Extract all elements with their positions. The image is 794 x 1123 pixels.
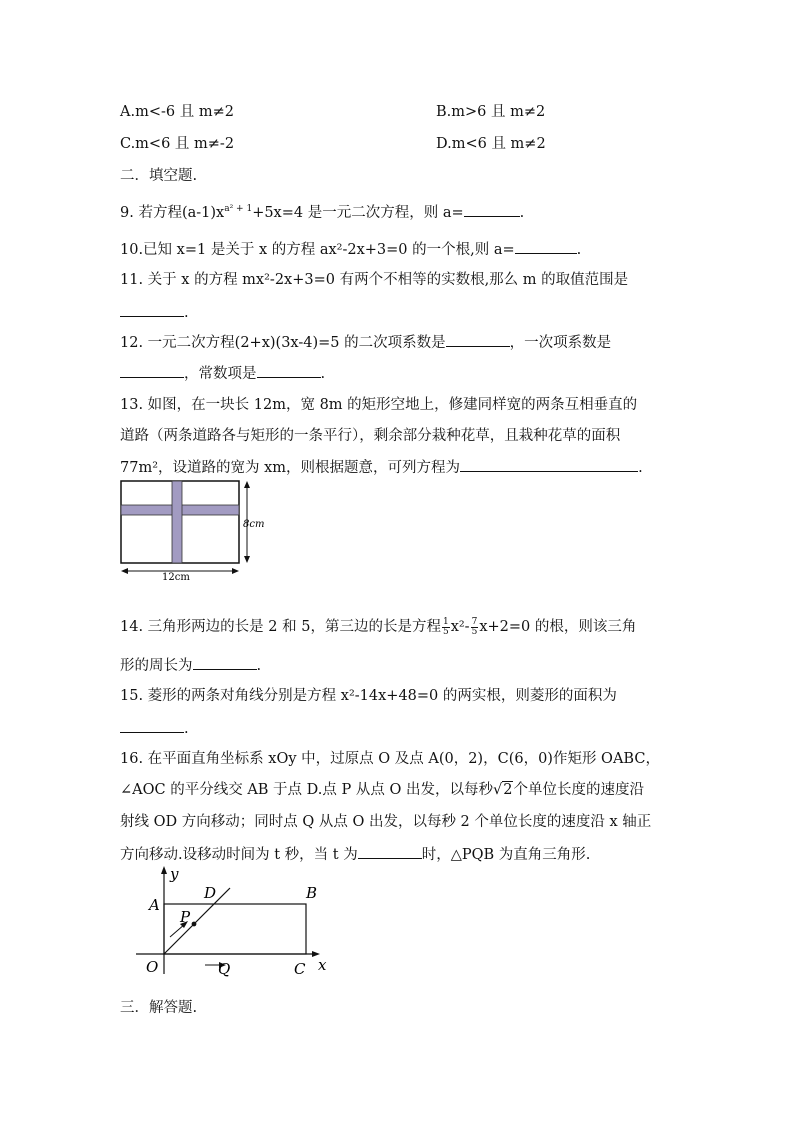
- question-14-line-2: 形的周长为 .: [120, 654, 261, 676]
- question-14: 14. 三角形两边的长是 2 和 5，第三边的长是方程 $\frac{1}{5}$ x²- $\frac{7}{5}$ x+2=0 的根，则该三角: [120, 616, 637, 637]
- exponent: a² + 1: [224, 204, 253, 215]
- answer-blank: [193, 654, 257, 670]
- choice-d: D.m<6 且 m≠2: [436, 136, 546, 152]
- question-9: 9. 若方程$(a-1)x^{a^2 + 1}+5x=4$ 是一元二次方程，则 a= .: [120, 201, 524, 223]
- vertical-road: [172, 481, 182, 563]
- question-16-line-3: 射线 OD 方向移动；同时点 Q 从点 O 出发，以每秒 2 个单位长度的速度沿 x 轴正: [120, 814, 652, 830]
- answer-blank: [464, 201, 520, 217]
- question-12: 12. 一元二次方程(2+x)(3x-4)=5 的二次项系数是 ，一次项系数是: [120, 331, 611, 353]
- arrow-down: [244, 556, 250, 563]
- label-a: A: [149, 896, 160, 914]
- question-12-line-2: ，常数项是 .: [120, 362, 325, 384]
- question-15-blank-line: .: [120, 717, 189, 739]
- choice-b: B.m>6 且 m≠2: [436, 104, 546, 120]
- label-x: x: [318, 956, 327, 974]
- answer-blank: [120, 301, 184, 317]
- answer-blank: [120, 362, 184, 378]
- question-13-line-3: 77m²，设道路的宽为 xm，则根据题意，可列方程为 .: [120, 456, 643, 478]
- section-2-title: 二．填空题.: [120, 168, 198, 184]
- question-16-line-2: ∠AOC 的平分线交 AB 于点 D.点 P 从点 O 出发，以每秒√2个单位长度的速度沿: [120, 782, 644, 798]
- label-y: y: [170, 865, 179, 883]
- label-d: D: [204, 884, 217, 902]
- y-axis-arrow: [161, 866, 167, 874]
- label-b: B: [306, 884, 318, 902]
- choice-row-ab: [120, 102, 546, 122]
- width-label: 12cm: [162, 572, 190, 582]
- question-16-line-4: 方向移动.设移动时间为 t 秒，当 t 为 时，△PQB 为直角三角形.: [120, 843, 590, 865]
- label-o: O: [146, 958, 159, 976]
- sqrt-2: √2: [492, 782, 513, 798]
- label-q: Q: [218, 960, 231, 978]
- choice-c: C.m<6 且 m≠-2: [120, 136, 235, 152]
- question-15: 15. 菱形的两条对角线分别是方程 x²-14x+48=0 的两实根，则菱形的面积为: [120, 688, 617, 704]
- answer-blank: [358, 843, 422, 859]
- question-13-line-2: 道路（两条道路各与矩形的一条平行），剩余部分栽种花草，且栽种花草的面积: [120, 428, 621, 444]
- height-label: 8cm: [243, 519, 265, 530]
- choice-row-cd: [120, 134, 546, 154]
- arrow-up: [244, 481, 250, 488]
- arrow-left: [121, 568, 128, 574]
- question-11-blank-line: .: [120, 301, 189, 323]
- arrow-right: [232, 568, 239, 574]
- question-10: 10.已知 x=1 是关于 x 的方程 ax²-2x+3=0 的一个根,则 a= .: [120, 238, 581, 260]
- question-16-line-1: 16. 在平面直角坐标系 xOy 中，过原点 O 及点 A(0，2)，C(6，0)作矩形 OABC，: [120, 751, 660, 767]
- fraction-1-5: $\frac{1}{5}$: [442, 616, 449, 637]
- label-p: P: [180, 908, 191, 926]
- answer-blank: [515, 238, 577, 254]
- question-11: 11. 关于 x 的方程 mx²-2x+3=0 有两个不相等的实数根,那么 m 的取值范围是: [120, 272, 629, 288]
- question-13-line-1: 13. 如图，在一块长 12m，宽 8m 的矩形空地上，修建同样宽的两条互相垂直的: [120, 397, 638, 413]
- answer-blank: [257, 362, 321, 378]
- point-p: [192, 922, 197, 927]
- rectangle-road-figure: [116, 478, 276, 582]
- ray-od: [164, 888, 230, 954]
- fraction-7-5: $\frac{7}{5}$: [471, 616, 478, 637]
- answer-blank: [120, 717, 184, 733]
- label-c: C: [294, 960, 306, 978]
- answer-blank: [446, 331, 510, 347]
- section-3-title: 三．解答题.: [120, 1000, 198, 1016]
- coordinate-rectangle-figure: [130, 862, 340, 980]
- choice-a: A.m<-6 且 m≠2: [120, 104, 234, 120]
- answer-blank: [460, 456, 638, 472]
